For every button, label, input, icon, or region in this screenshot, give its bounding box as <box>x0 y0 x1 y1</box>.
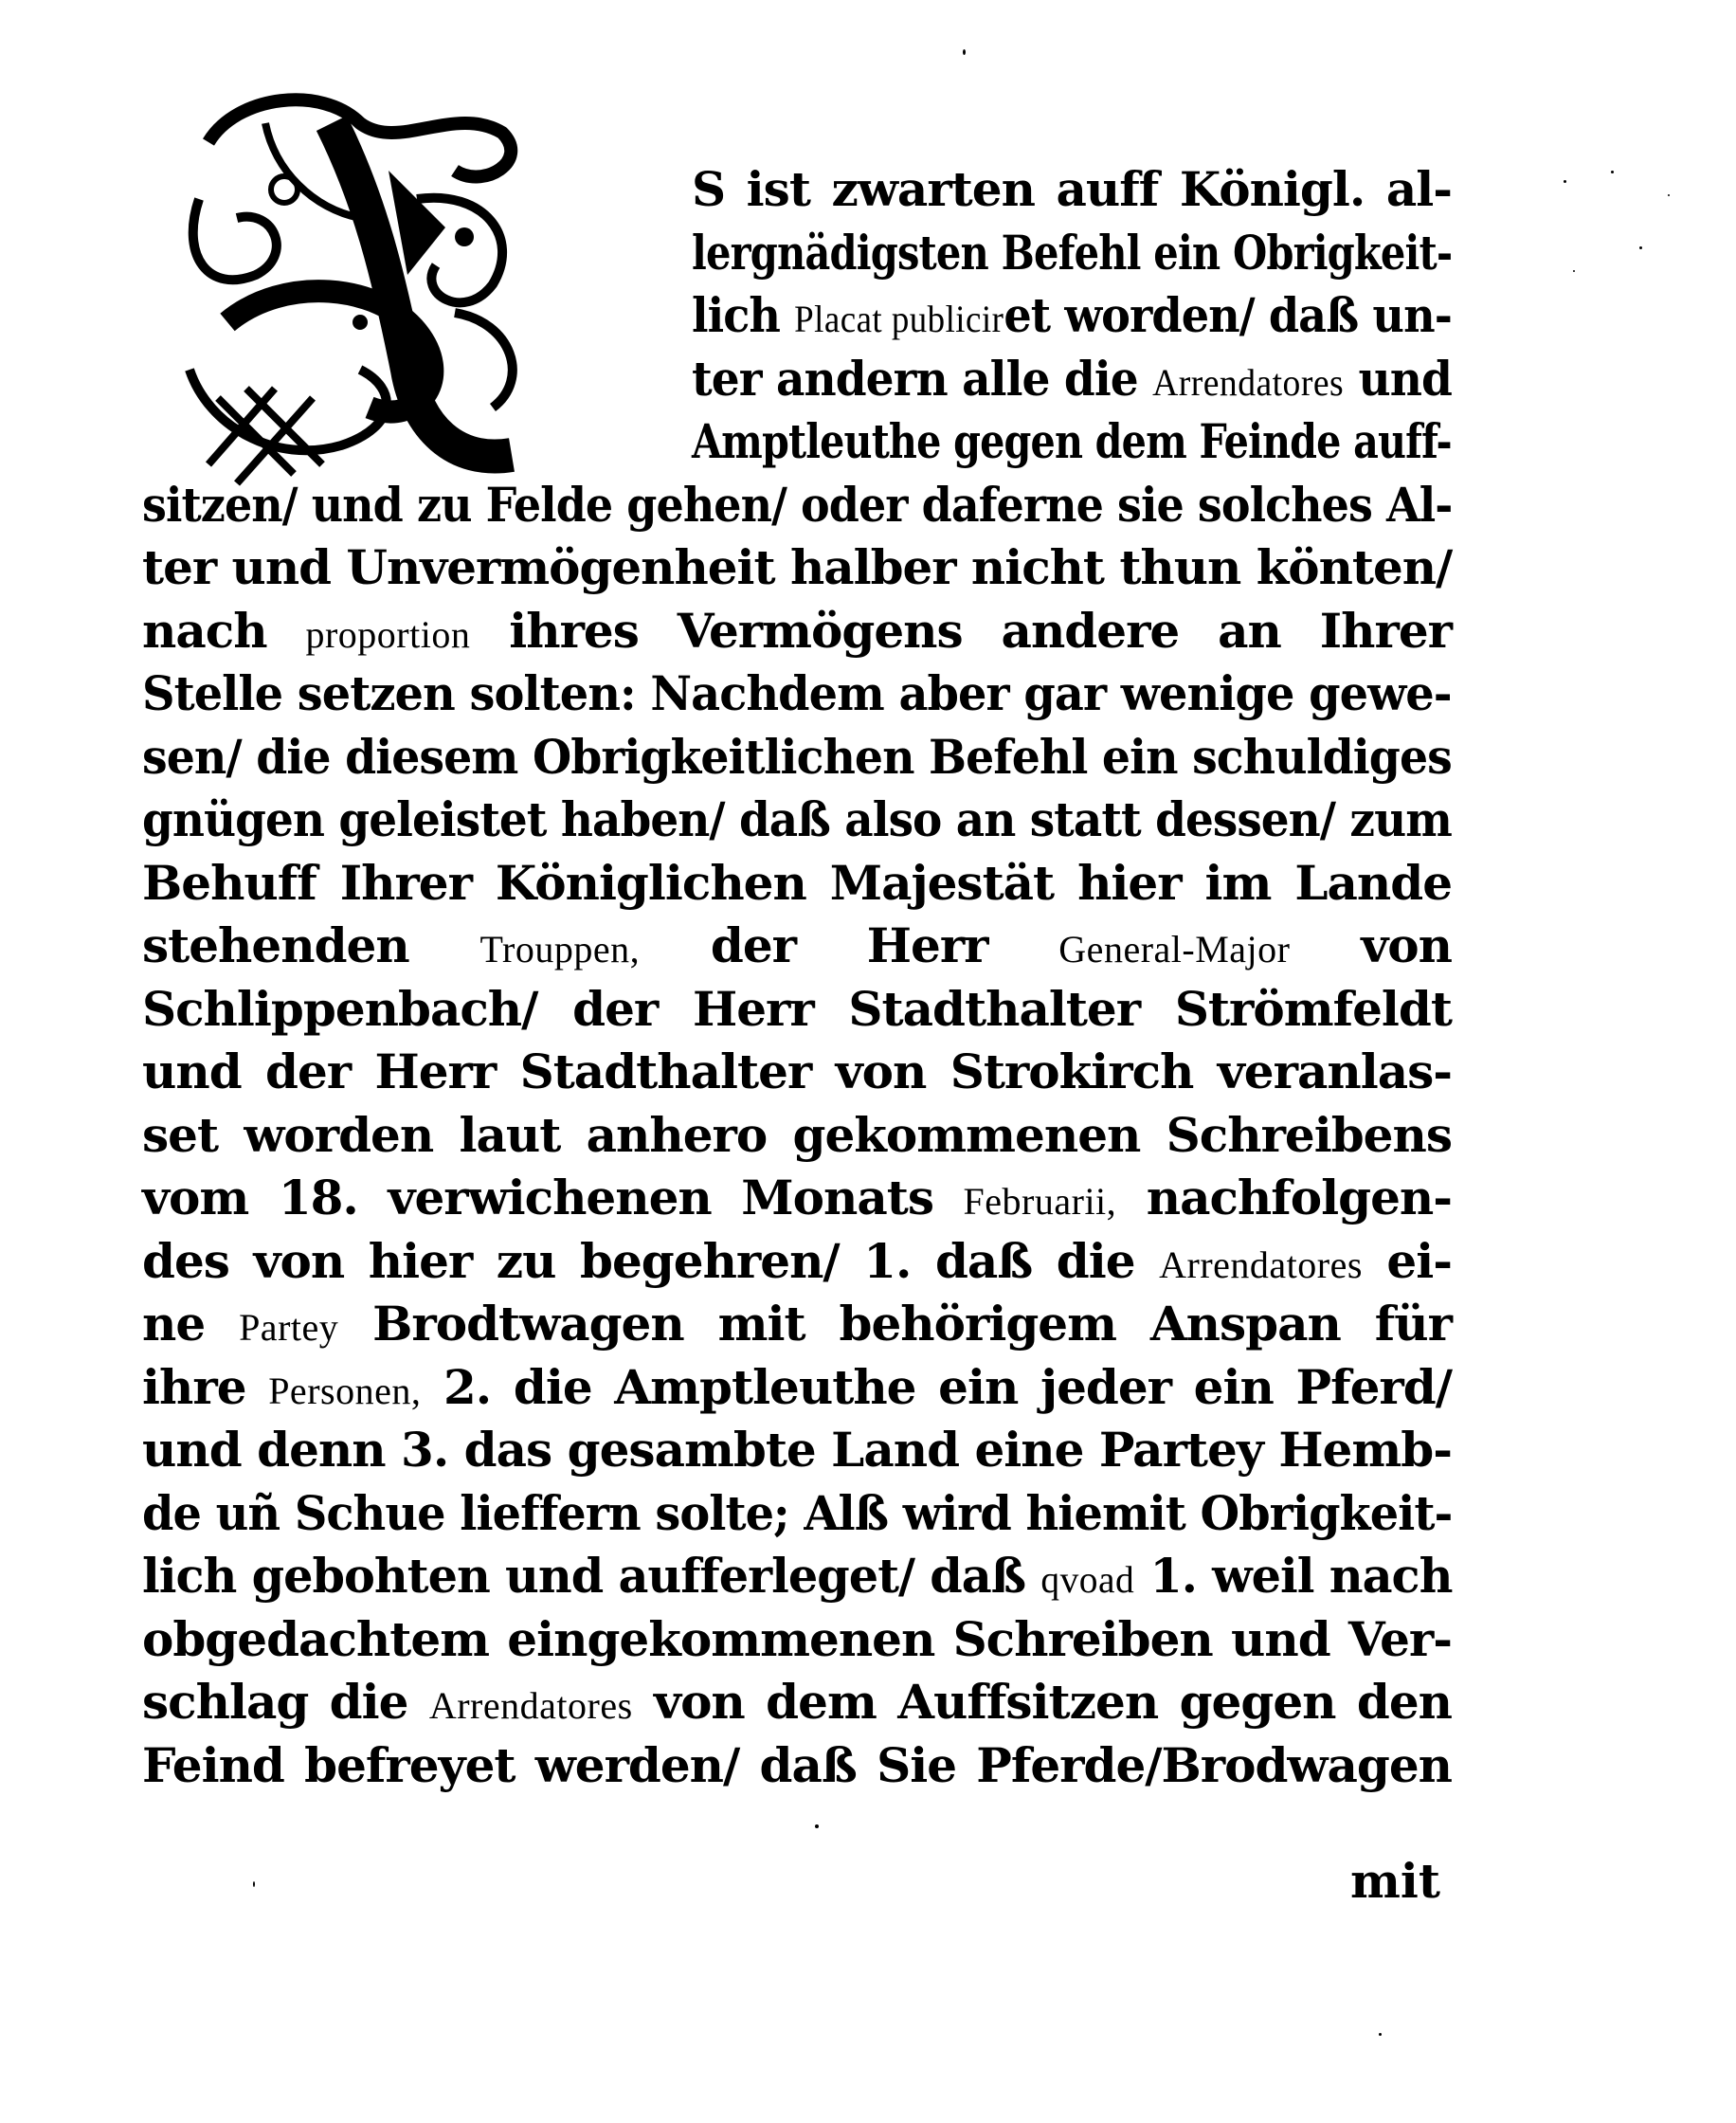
fraktur-text: Amptleuthe gegen dem Feinde auff- <box>692 413 1452 469</box>
text-line <box>142 477 1452 534</box>
text-line <box>692 161 1452 218</box>
text-line <box>142 1233 1452 1294</box>
fraktur-text: stehenden <box>142 917 480 973</box>
scan-speck <box>1379 2033 1382 2036</box>
latin-text: Trouppen, <box>479 928 641 971</box>
fraktur-text: Schlippenbach/ der Herr Stadthalter Strömfeldt <box>142 980 1452 1037</box>
scan-speck <box>815 1824 819 1828</box>
text-line <box>142 1485 1452 1542</box>
text-line <box>692 225 1452 281</box>
fraktur-text: und <box>1344 350 1452 407</box>
fraktur-text: set worden laut anhero gekommenen Schreibens <box>142 1106 1452 1163</box>
fraktur-text: obgedachtem eingekommenen Schreiben und Ver- <box>142 1610 1452 1667</box>
fraktur-text: schlag die <box>142 1674 429 1730</box>
fraktur-text: ihre <box>142 1358 269 1415</box>
latin-text: Arrendatores <box>428 1684 633 1727</box>
catchword: mit <box>1350 1853 1440 1909</box>
fraktur-text: Stelle setzen solten: Nachdem aber gar wenige gewe- <box>142 665 1452 721</box>
latin-text: proportion <box>305 612 471 656</box>
text-line <box>142 855 1452 912</box>
scan-speck <box>1668 194 1670 196</box>
fraktur-text: S ist zwarten auff Königl. al- <box>692 161 1452 217</box>
scan-speck <box>1611 171 1614 173</box>
fraktur-text: 1. weil nach <box>1134 1548 1453 1604</box>
text-line <box>142 1422 1452 1479</box>
latin-text: qvoad <box>1040 1558 1135 1601</box>
fraktur-text: ne <box>142 1296 240 1352</box>
text-line <box>142 917 1452 978</box>
latin-text: Personen, <box>268 1369 422 1412</box>
fraktur-text: sitzen/ und zu Felde gehen/ oder daferne sie solches Al- <box>142 476 1453 533</box>
latin-text: Placat publicir <box>794 298 1004 340</box>
latin-text: Februarii, <box>963 1180 1117 1223</box>
text-line <box>142 1548 1452 1608</box>
fraktur-text: der Herr <box>640 917 1059 973</box>
text-line <box>142 1359 1452 1420</box>
scan-speck <box>1564 180 1566 183</box>
text-line <box>142 1737 1452 1794</box>
fraktur-text: nach <box>142 602 306 659</box>
scan-speck <box>963 49 966 55</box>
fraktur-text: vom 18. verwichenen Monats <box>142 1170 964 1225</box>
latin-text: Arrendatores <box>1152 360 1345 404</box>
fraktur-text: sen/ die diesem Obrigkeitlichen Befehl ein schuldiges <box>142 728 1452 785</box>
text-line <box>142 1170 1452 1230</box>
scan-speck <box>253 1881 255 1887</box>
fraktur-text: ter und Unvermögenheit halber nicht thun könten/ <box>142 539 1453 595</box>
fraktur-text: et worden/ daß un- <box>1004 287 1452 343</box>
fraktur-text: lich <box>692 287 795 343</box>
text-line <box>142 1674 1452 1734</box>
fraktur-text: 2. die Amptleuthe ein jeder ein Pferd/ <box>421 1358 1452 1415</box>
fraktur-text: nachfolgen- <box>1116 1170 1452 1225</box>
text-line <box>692 413 1452 470</box>
text-line <box>142 981 1452 1038</box>
text-line <box>142 1296 1452 1356</box>
fraktur-text: lich gebohten und aufferleget/ daß <box>142 1548 1041 1604</box>
fraktur-text: lergnädigsten Befehl ein Obrigkeit- <box>692 224 1453 281</box>
fraktur-text: von dem Auffsitzen gegen den <box>632 1674 1452 1730</box>
text-line <box>142 665 1452 722</box>
fraktur-text: und der Herr Stadthalter von Strokirch veranlas- <box>142 1043 1452 1099</box>
fraktur-text: de uñ Schue lieffern solte; Alß wird hiemit Obrigkeit- <box>142 1484 1453 1541</box>
fraktur-text: Behuff Ihrer Königlichen Majestät hier im Lande <box>142 854 1452 911</box>
scan-speck <box>1639 246 1642 249</box>
text-line <box>142 791 1452 848</box>
fraktur-text: ihres Vermögens andere an Ihrer <box>470 602 1452 659</box>
latin-text: General-Major <box>1058 928 1291 971</box>
fraktur-text: Brodtwagen mit behörigem Anspan für <box>338 1296 1452 1352</box>
text-line <box>692 351 1452 411</box>
text-line <box>142 729 1452 786</box>
text-line <box>142 1611 1452 1668</box>
scan-speck <box>1573 270 1575 272</box>
text-line <box>142 1107 1452 1164</box>
text-line <box>142 1043 1452 1100</box>
latin-text: Partey <box>239 1306 339 1349</box>
fraktur-text: ter andern alle die <box>692 350 1153 407</box>
fraktur-text: von <box>1290 917 1452 973</box>
latin-text: Arrendatores <box>1159 1243 1363 1286</box>
fraktur-text: und denn 3. das gesambte Land eine Partey Hemb- <box>142 1422 1452 1478</box>
fraktur-text: Feind befreyet werden/ daß Sie Pferde/Brodwagen <box>142 1736 1452 1793</box>
fraktur-text: ei- <box>1362 1232 1452 1289</box>
fraktur-text: gnügen geleistet haben/ daß also an statt dessen/ zum <box>142 791 1452 847</box>
text-line <box>142 603 1452 663</box>
fraktur-text: des von hier zu begehren/ 1. daß die <box>142 1232 1160 1289</box>
decorated-initial-e-icon <box>171 85 550 502</box>
text-line <box>142 539 1452 596</box>
text-line <box>692 287 1452 348</box>
